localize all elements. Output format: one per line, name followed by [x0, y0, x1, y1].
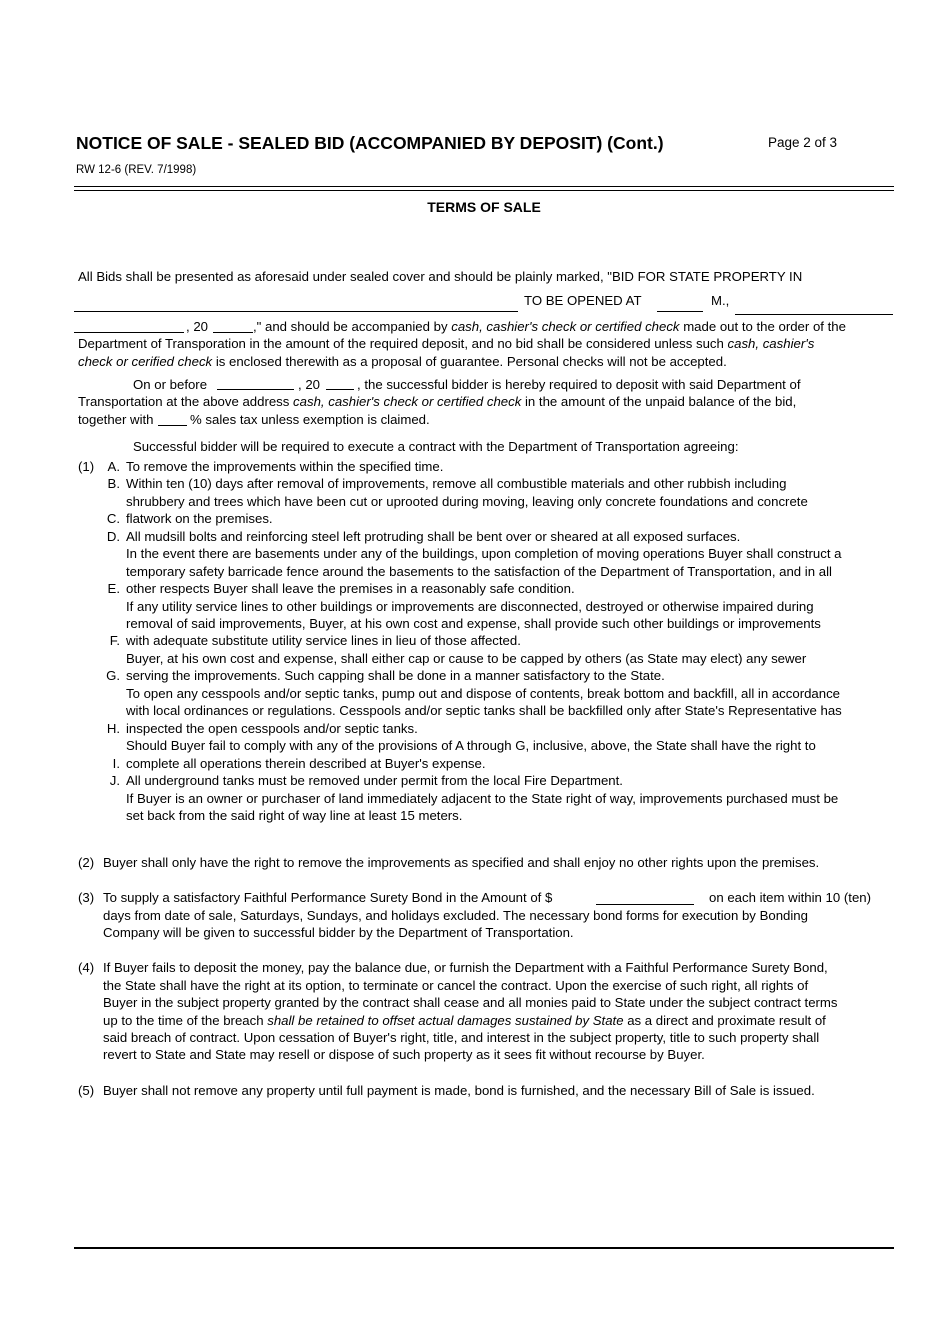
item-1-line-4: flatwork on the premises. [126, 511, 273, 526]
item-2-number: (2) [78, 855, 95, 870]
bid-line-3 [253, 318, 846, 335]
item-4-line-5: said breach of contract. Upon cessation of Buyer's right, title, and interest in the subject property, title to such property shall [103, 1030, 820, 1045]
form-number: RW 12-6 (REV. 7/1998) [76, 164, 197, 176]
surety-bond-amount-blank[interactable] [596, 904, 694, 905]
deposit-balance-text: in the amount of the unpaid balance of the bid, [524, 394, 797, 409]
deposit-year-blank[interactable] [326, 389, 354, 390]
deposit-date-blank[interactable] [217, 389, 294, 390]
deposit-line-1: , the successful bidder is hereby required to deposit with said Department of [357, 377, 801, 392]
item-1-number: (1) [78, 459, 95, 474]
opening-place-blank[interactable] [735, 314, 893, 315]
contract-intro: Successful bidder will be required to execute a contract with the Department of Transportation agreeing: [133, 439, 739, 454]
sales-tax-blank[interactable] [158, 425, 187, 426]
item-1-line-12: Buyer, at his own cost and expense, shall either cap or cause to be capped by others (as State may elect) any sewer [126, 651, 807, 666]
item-1-line-20: If Buyer is an owner or purchaser of land immediately adjacent to the State right of way, improvements purchased must be [126, 791, 839, 806]
item-1-letter-d: D. [106, 529, 120, 544]
opened-at-label: TO BE OPENED AT [524, 293, 642, 308]
item-1-line-2: Within ten (10) days after removal of improvements, remove all combustible materials and other rubbish including [126, 476, 787, 491]
item-4-line-4 [103, 1012, 826, 1029]
made-out-text: made out to the order of the [683, 319, 846, 334]
item-1-letter-f: F. [109, 633, 120, 648]
opening-time-blank[interactable] [657, 311, 703, 312]
item-2-text: Buyer shall only have the right to remove the improvements as specified and shall enjoy no other rights upon the premises. [103, 855, 820, 870]
item-5-text: Buyer shall not remove any property until full payment is made, bond is furnished, and the necessary Bill of Sale is issued. [103, 1083, 815, 1098]
item-3-line-1a: To supply a satisfactory Faithful Performance Surety Bond in the Amount of $ [103, 890, 553, 905]
item-1-line-3: shrubbery and trees which have been cut or uprooted during moving, leaving only concrete foundations and concrete [126, 494, 808, 509]
section-heading: TERMS OF SALE [427, 199, 541, 215]
header-rule-top [74, 186, 894, 187]
item-1-line-7: temporary safety barricade fence around the basements to the satisfaction of the Department of Transportation, and in all [126, 564, 832, 579]
item-3-line-1b: on each item within 10 (ten) [709, 890, 871, 905]
item-1-line-15: with local ordinances or regulations. Cesspools and/or septic tanks shall be backfilled only after State's Representative has [126, 703, 842, 718]
bid-line-5 [78, 353, 727, 370]
bid-year-prefix: , 20 [186, 319, 208, 334]
item-1-letter-g: G. [106, 668, 120, 683]
deposit-year-prefix: , 20 [298, 377, 320, 392]
bid-line-1: All Bids shall be presented as aforesaid under sealed cover and should be plainly marked, "BID FOR STATE PROPERTY IN [78, 269, 803, 284]
bid-line-4-text: Department of Transporation in the amount of the required deposit, and no bid shall be considered unless such [78, 336, 724, 351]
item-1-line-9: If any utility service lines to other buildings or improvements are disconnected, destroyed or otherwise impaired during [126, 599, 814, 614]
together-with-label: together with [78, 412, 154, 427]
payment-methods-text: cash, cashier's check or certified check [451, 319, 680, 334]
item-1-line-16: inspected the open cesspools and/or septic tanks. [126, 721, 418, 736]
item-1-line-11: with adequate substitute utility service lines in lieu of those affected. [126, 633, 521, 648]
bid-accompanied-text: ," and should be accompanied by [253, 319, 448, 334]
opening-month-blank[interactable] [74, 332, 184, 333]
item-1-line-5: All mudsill bolts and reinforcing steel left protruding shall be bent over or sheared at all exposed surfaces. [126, 529, 741, 544]
item-1-letter-b: B. [107, 476, 120, 491]
item-1-line-14: To open any cesspools and/or septic tanks, pump out and dispose of contents, break bottom and backfill, all in accordance [126, 686, 841, 701]
item-1-line-10: removal of said improvements, Buyer, at his own cost and expense, shall provide such other buildings or improvements [126, 616, 821, 631]
item-4-line-1: If Buyer fails to deposit the money, pay the balance due, or furnish the Department with a Faithful Performance Surety Bond, [103, 960, 828, 975]
item-3-line-3: Company will be given to successful bidder by the Department of Transportation. [103, 925, 574, 940]
item-1-line-6: In the event there are basements under any of the buildings, upon completion of moving operations Buyer shall construct a [126, 546, 842, 561]
property-location-blank[interactable] [74, 311, 518, 312]
sales-tax-text: % sales tax unless exemption is claimed. [190, 412, 430, 427]
item-4-line-6: revert to State and State may resell or dispose of such property as it sees fit without recourse by Buyer. [103, 1047, 705, 1062]
item-5-number: (5) [78, 1083, 95, 1098]
meridiem-label: M., [711, 293, 730, 308]
item-4-line-4a: up to the time of the breach [103, 1013, 264, 1028]
item-4-line-3: Buyer in the subject property granted by the contract shall cease and all monies paid to State under the subject contract terms [103, 995, 838, 1010]
page-number: Page 2 of 3 [768, 135, 838, 150]
item-1-line-21: set back from the said right of way line at least 15 meters. [126, 808, 463, 823]
deposit-line-2 [78, 393, 796, 410]
opening-year-blank[interactable] [213, 332, 253, 333]
item-3-number: (3) [78, 890, 95, 905]
footer-rule [74, 1247, 894, 1249]
bid-line-5-text: is enclosed therewith as a proposal of guarantee. Personal checks will not be accepted. [215, 354, 727, 369]
cash-cashiers-text: cash, cashier's [727, 336, 815, 351]
item-4-number: (4) [78, 960, 95, 975]
item-3-line-2: days from date of sale, Saturdays, Sundays, and holidays excluded. The necessary bond forms for execution by Bonding [103, 908, 808, 923]
item-1-letter-a: A. [107, 459, 120, 474]
item-1-letter-e: E. [107, 581, 120, 596]
form-title: NOTICE OF SALE - SEALED BID (ACCOMPANIED BY DEPOSIT) (Cont.) [76, 133, 664, 153]
item-1-letter-c: C. [106, 511, 120, 526]
item-1-letter-h: H. [106, 721, 120, 736]
item-4-line-2: the State shall have the right at its option, to terminate or cancel the contract. Upon the exercise of such right, all rights of [103, 978, 809, 993]
header-rule-bottom [74, 190, 894, 191]
item-4-line-4b: shall be retained to offset actual damages sustained by State [267, 1013, 624, 1028]
deposit-payment-methods: cash, cashier's check or certified check [293, 394, 522, 409]
item-4-line-4c: as a direct and proximate result of [627, 1013, 826, 1028]
check-cerified-text: check or cerified check [78, 354, 213, 369]
item-1-line-13: serving the improvements. Such capping shall be done in a manner satisfactory to the State. [126, 668, 665, 683]
item-1-line-1: To remove the improvements within the specified time. [126, 459, 444, 474]
bid-line-4 [78, 335, 814, 352]
item-1-line-8: other respects Buyer shall leave the premises in a reasonably safe condition. [126, 581, 575, 596]
deposit-address-text: Transportation at the above address [78, 394, 290, 409]
item-1-letter-i: I. [112, 756, 120, 771]
item-1-line-17: Should Buyer fail to comply with any of the provisions of A through G, inclusive, above, the State shall have the right to [126, 738, 816, 753]
item-1-line-19: All underground tanks must be removed under permit from the local Fire Department. [126, 773, 623, 788]
on-or-before-label: On or before [133, 377, 208, 392]
item-1-line-18: complete all operations therein described at Buyer's expense. [126, 756, 486, 771]
item-1-letter-j: J. [109, 773, 120, 788]
